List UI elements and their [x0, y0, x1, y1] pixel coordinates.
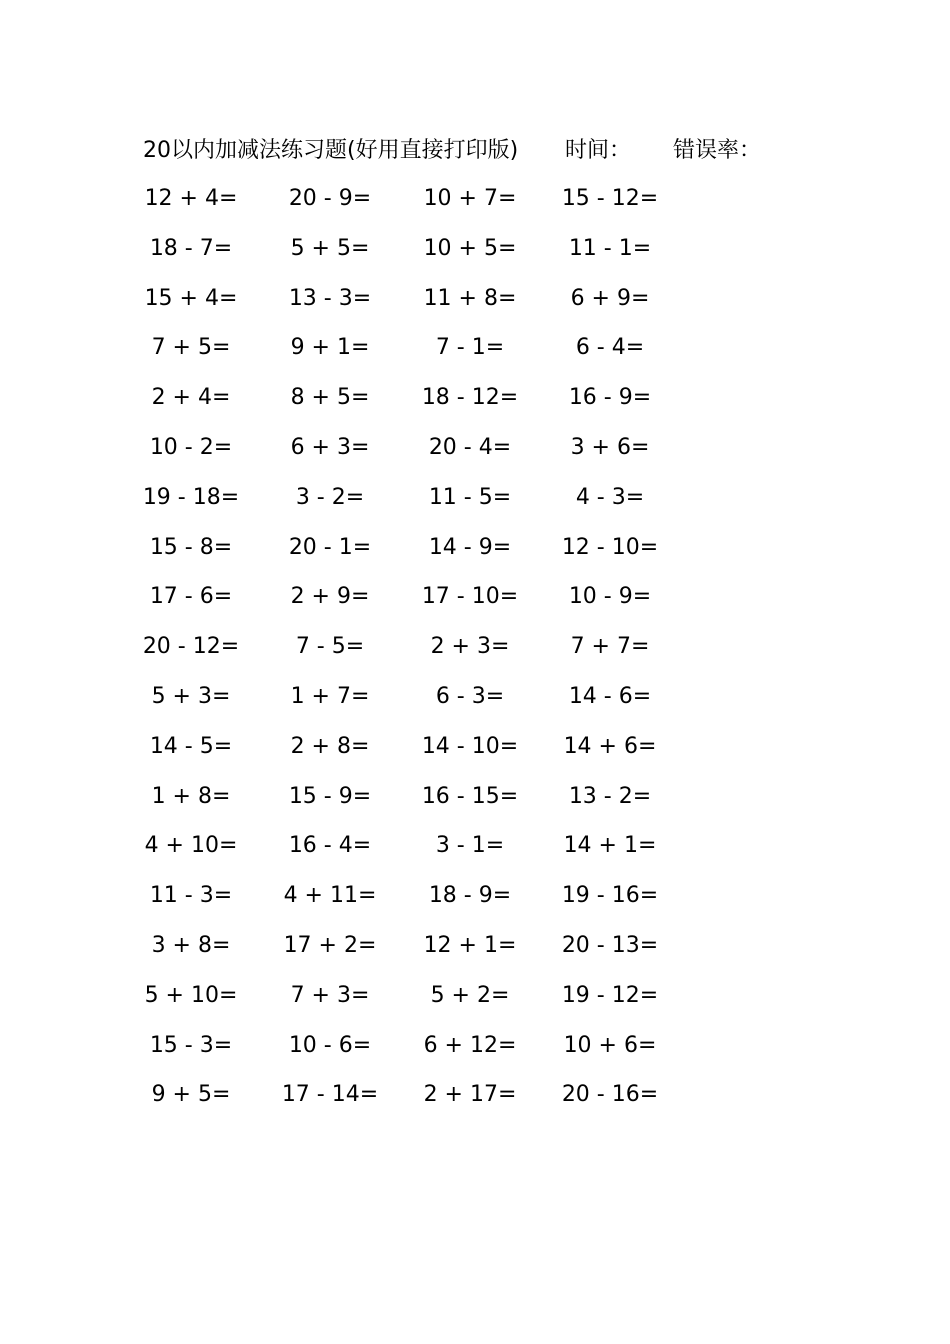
problem-item: 7 + 7=: [570, 634, 650, 659]
problem-item: 16 - 15=: [421, 784, 519, 809]
problem-item: 13 - 3=: [288, 286, 372, 311]
problem-item: 20 - 4=: [428, 435, 512, 460]
problem-item: 9 + 5=: [151, 1082, 231, 1107]
problem-item: 6 - 4=: [575, 335, 645, 360]
problem-item: 6 + 3=: [290, 435, 370, 460]
problem-item: 17 - 10=: [421, 584, 519, 609]
problem-item: 10 - 6=: [288, 1033, 372, 1058]
problem-item: 16 - 4=: [288, 833, 372, 858]
problem-item: 18 - 12=: [421, 385, 519, 410]
worksheet-title: 20以内加减法练习题(好用直接打印版): [143, 138, 519, 163]
problem-item: 12 + 4=: [144, 186, 238, 211]
problem-item: 19 - 12=: [561, 983, 659, 1008]
problem-item: 17 + 2=: [283, 933, 377, 958]
problem-item: 3 - 2=: [295, 485, 365, 510]
problem-item: 2 + 17=: [423, 1082, 517, 1107]
problem-item: 17 - 6=: [149, 584, 233, 609]
problem-item: 7 + 3=: [290, 983, 370, 1008]
problem-item: 2 + 8=: [290, 734, 370, 759]
problem-item: 14 - 9=: [428, 535, 512, 560]
problem-item: 7 - 5=: [295, 634, 365, 659]
problem-item: 4 + 11=: [283, 883, 377, 908]
problem-item: 15 - 12=: [561, 186, 659, 211]
problem-item: 18 - 7=: [149, 236, 233, 261]
problem-item: 2 + 3=: [430, 634, 510, 659]
problem-item: 19 - 18=: [142, 485, 240, 510]
problem-item: 5 + 10=: [144, 983, 238, 1008]
problem-item: 14 - 5=: [149, 734, 233, 759]
problem-item: 3 + 8=: [151, 933, 231, 958]
problem-item: 9 + 1=: [290, 335, 370, 360]
problem-item: 15 + 4=: [144, 286, 238, 311]
problem-item: 14 - 6=: [568, 684, 652, 709]
problem-item: 3 + 6=: [570, 435, 650, 460]
problem-item: 6 + 9=: [570, 286, 650, 311]
problem-item: 11 + 8=: [423, 286, 517, 311]
problem-item: 2 + 9=: [290, 584, 370, 609]
problem-item: 10 - 9=: [568, 584, 652, 609]
problem-item: 15 - 9=: [288, 784, 372, 809]
problem-item: 1 + 8=: [151, 784, 231, 809]
problem-item: 7 + 5=: [151, 335, 231, 360]
problem-item: 12 - 10=: [561, 535, 659, 560]
problem-item: 7 - 1=: [435, 335, 505, 360]
problem-item: 4 - 3=: [575, 485, 645, 510]
problem-item: 13 - 2=: [568, 784, 652, 809]
problem-item: 20 - 13=: [561, 933, 659, 958]
problem-item: 14 - 10=: [421, 734, 519, 759]
problem-item: 17 - 14=: [281, 1082, 379, 1107]
problem-item: 14 + 6=: [563, 734, 657, 759]
problem-item: 11 - 5=: [428, 485, 512, 510]
problem-item: 5 + 2=: [430, 983, 510, 1008]
problem-item: 14 + 1=: [563, 833, 657, 858]
problem-item: 8 + 5=: [290, 385, 370, 410]
problem-item: 4 + 10=: [144, 833, 238, 858]
problem-item: 10 + 6=: [563, 1033, 657, 1058]
problem-item: 1 + 7=: [290, 684, 370, 709]
problem-item: 20 - 16=: [561, 1082, 659, 1107]
problem-item: 10 + 5=: [423, 236, 517, 261]
problem-item: 15 - 8=: [149, 535, 233, 560]
problem-item: 5 + 3=: [151, 684, 231, 709]
error-rate-label: 错误率：: [673, 138, 762, 163]
problem-item: 3 - 1=: [435, 833, 505, 858]
problem-item: 20 - 1=: [288, 535, 372, 560]
problem-item: 19 - 16=: [561, 883, 659, 908]
problem-item: 18 - 9=: [428, 883, 512, 908]
problem-item: 5 + 5=: [290, 236, 370, 261]
problem-item: 16 - 9=: [568, 385, 652, 410]
problem-item: 11 - 1=: [568, 236, 652, 261]
problem-item: 2 + 4=: [151, 385, 231, 410]
problem-item: 6 + 12=: [423, 1033, 517, 1058]
problem-item: 20 - 9=: [288, 186, 372, 211]
problem-item: 10 - 2=: [149, 435, 233, 460]
problem-item: 12 + 1=: [423, 933, 517, 958]
problem-item: 10 + 7=: [423, 186, 517, 211]
problem-item: 11 - 3=: [149, 883, 233, 908]
problem-item: 6 - 3=: [435, 684, 505, 709]
problem-item: 20 - 12=: [142, 634, 240, 659]
problem-item: 15 - 3=: [149, 1033, 233, 1058]
time-label: 时间：: [565, 138, 632, 163]
